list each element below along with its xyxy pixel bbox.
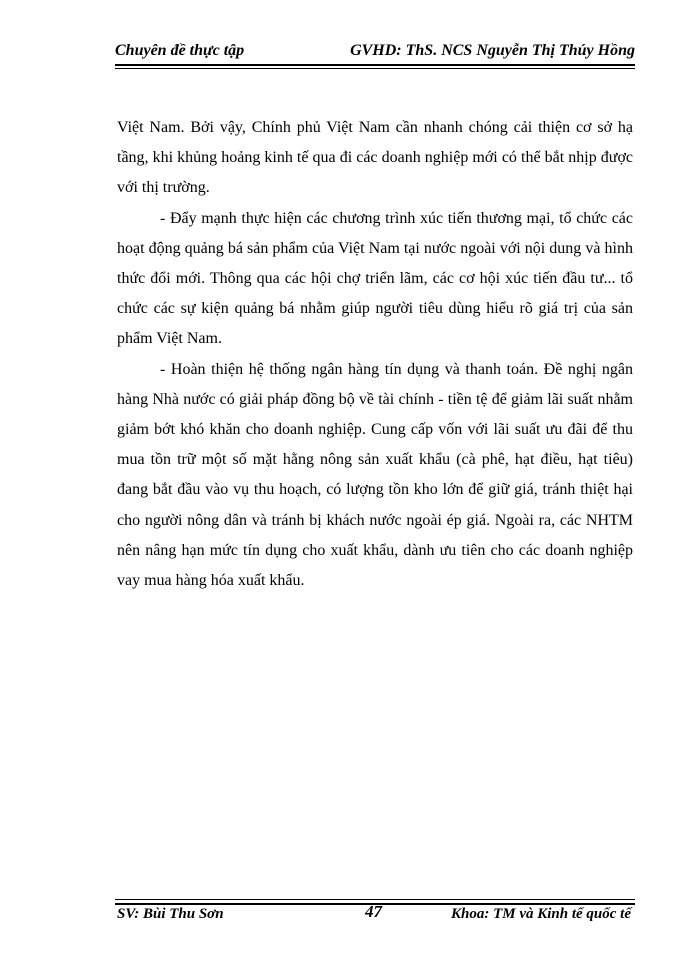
page-footer bbox=[115, 904, 635, 926]
page-number: 47 bbox=[365, 902, 382, 921]
paragraph-banking-system: - Hoàn thiện hệ thống ngân hàng tín dụng và thanh toán. Đề nghị ngân hàng Nhà nước có giải pháp đồng bộ về tài chính - tiền tệ để giảm lãi suất nhằm giảm bớt khó khăn cho doanh nghiệp. Cung cấp vốn với lãi suất ưu đãi để thu mua tồn trữ một số mặt hằng nông sản xuất khẩu (cà phê, hạt điều, hạt tiêu) đang bắt đầu vào vụ thu hoạch, có lượng tồn kho lớn để giữ giá, tránh thiệt hại cho người nông dân và tránh bị khách nước ngoài ép giá. Ngoài ra, các NHTM nên nâng hạn mức tín dụng cho xuất khẩu, dành ưu tiên cho các doanh nghiệp vay mua hàng hóa xuất khẩu. bbox=[117, 360, 633, 590]
footer-faculty: Khoa: TM và Kinh tế quốc tế bbox=[450, 906, 631, 922]
header-rule-thin bbox=[115, 68, 635, 69]
header-rule-thick bbox=[115, 64, 635, 66]
paragraph-trade-promotion: - Đẩy mạnh thực hiện các chương trình xúc tiến thương mại, tổ chức các hoạt động quảng bá sản phẩm của Việt Nam tại nước ngoài với nội dung và hình thức đổi mới. Thông qua các hội chợ triển lãm, các cơ hội xúc tiến đầu tư... tổ chức các sự kiện quảng bá nhằm giúp người tiêu dùng hiểu rõ giá trị của sản phẩm Việt Nam. bbox=[117, 209, 633, 348]
header-supervisor: GVHD: ThS. NCS Nguyễn Thị Thúy Hồng bbox=[350, 42, 635, 59]
paragraph-continuation: Việt Nam. Bởi vậy, Chính phủ Việt Nam cần nhanh chóng cải thiện cơ sở hạ tầng, khi khủng hoảng kinh tế qua đi các doanh nghiệp mới có thể bắt nhịp được với thị trường. bbox=[117, 119, 633, 197]
page-body bbox=[117, 113, 633, 596]
footer-rule-thin bbox=[115, 899, 635, 900]
page-header bbox=[115, 40, 635, 64]
header-document-title: Chuyên đề thực tập bbox=[115, 42, 245, 59]
footer-student: SV: Bùi Thu Sơn bbox=[117, 906, 224, 922]
